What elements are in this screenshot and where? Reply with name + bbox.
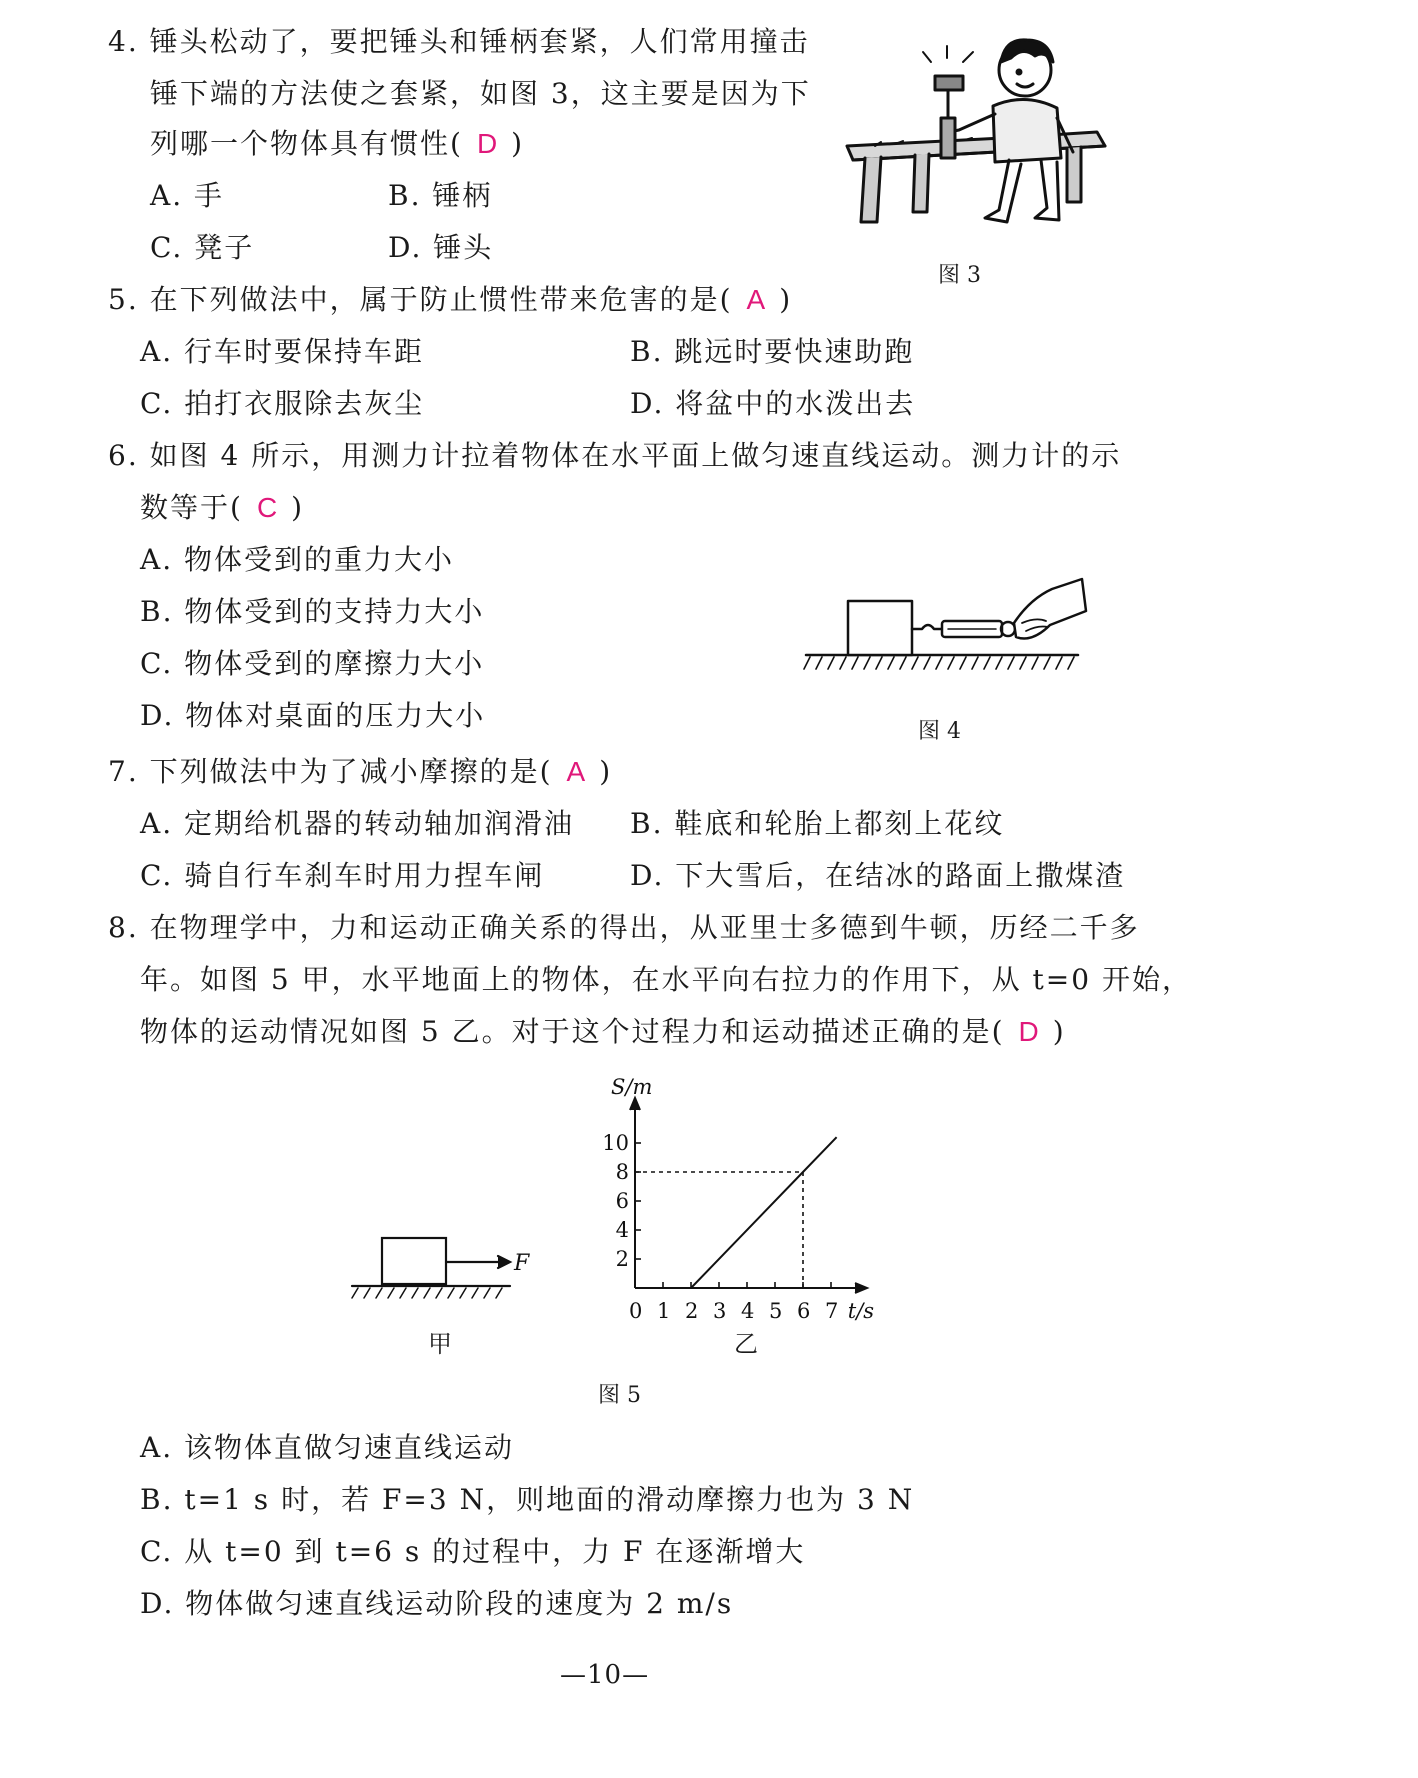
- q8-answer: D: [1018, 1016, 1039, 1047]
- q8-stem-end: 物体的运动情况如图 5 乙。对于这个过程力和运动描述正确的是(: [140, 1015, 1005, 1048]
- q7-option-b: B. 鞋底和轮胎上都刻上花纹: [630, 807, 1005, 840]
- x-tick-label-6: 6: [797, 1299, 811, 1323]
- figure-5-yi-label: 乙: [734, 1330, 758, 1358]
- q7-option-d: D. 下大雪后，在结冰的路面上撒煤渣: [630, 859, 1126, 892]
- figure-3-hammer-illustration: [835, 22, 1120, 252]
- figure-5-jia-block-diagram: [350, 1230, 540, 1300]
- x-tick-label-4: 4: [741, 1299, 755, 1323]
- force-label: F: [514, 1251, 530, 1276]
- q5-option-c: C. 拍打衣服除去灰尘: [140, 387, 425, 420]
- x-axis-arrow: [855, 1283, 867, 1293]
- q4-option-c: C. 凳子: [150, 231, 255, 264]
- figure-4-caption: 图 4: [918, 719, 961, 744]
- q8-option-c: C. 从 t=0 到 t=6 s 的过程中，力 F 在逐渐增大: [140, 1535, 806, 1568]
- q4-stem-end: 列哪一个物体具有惯性(: [150, 127, 463, 160]
- y-tick-label-8: 8: [615, 1160, 629, 1184]
- q7-close: ): [599, 755, 613, 788]
- y-axis-label: S/m: [611, 1075, 653, 1099]
- q6-answer: C: [256, 492, 278, 523]
- figure-5-yi-st-chart: [595, 1070, 895, 1330]
- q4-close: ): [511, 127, 525, 160]
- q8-option-d: D. 物体做匀速直线运动阶段的速度为 2 m/s: [140, 1587, 734, 1620]
- q4-option-a: A. 手: [150, 179, 225, 212]
- q8-stem-line2: 年。如图 5 甲，水平地面上的物体，在水平向右拉力的作用下，从 t=0 开始，: [140, 963, 1192, 996]
- x-tick-label-3: 3: [713, 1299, 727, 1323]
- q8-option-a: A. 该物体直做匀速直线运动: [140, 1431, 515, 1464]
- q7-stem-text: 7. 下列做法中为了减小摩擦的是(: [108, 755, 553, 788]
- q6-close: ): [291, 491, 305, 524]
- q4-stem-line3: [150, 124, 524, 164]
- q6-option-b: B. 物体受到的支持力大小: [140, 595, 485, 628]
- q5-stem-text: 5. 在下列做法中，属于防止惯性带来危害的是(: [108, 283, 733, 316]
- figure-5-caption: 图 5: [598, 1383, 641, 1408]
- q5-answer: A: [746, 284, 766, 315]
- figure-5-jia-label: 甲: [428, 1330, 452, 1358]
- figure-4-spring-scale-illustration: [800, 565, 1110, 675]
- q4-stem-line1: 4. 锤头松动了，要把锤头和锤柄套紧，人们常用撞击: [108, 25, 810, 58]
- q5-option-a: A. 行车时要保持车距: [140, 335, 425, 368]
- q7-stem: [108, 752, 612, 792]
- x-tick-label-7: 7: [825, 1299, 839, 1323]
- q8-close: ): [1052, 1015, 1066, 1048]
- q6-option-c: C. 物体受到的摩擦力大小: [140, 647, 485, 680]
- q7-option-a: A. 定期给机器的转动轴加润滑油: [140, 807, 575, 840]
- q4-option-d: D. 锤头: [388, 231, 494, 264]
- q4-option-b: B. 锤柄: [388, 179, 493, 212]
- q7-answer: A: [566, 756, 586, 787]
- y-axis-arrow: [630, 1098, 640, 1110]
- y-tick-label-2: 2: [615, 1247, 629, 1271]
- page-number: —10—: [560, 1660, 650, 1690]
- q8-stem-line1: 8. 在物理学中，力和运动正确关系的得出，从亚里士多德到牛顿，历经二千多: [108, 911, 1140, 944]
- q6-stem-line2: [140, 488, 304, 528]
- y-tick-label-4: 4: [615, 1218, 629, 1242]
- x-tick-label-1: 1: [657, 1299, 671, 1323]
- q5-close: ): [779, 283, 793, 316]
- q8-stem-line3: [140, 1012, 1066, 1052]
- q7-option-c: C. 骑自行车刹车时用力捏车闸: [140, 859, 545, 892]
- q5-stem: [108, 280, 792, 320]
- q6-option-a: A. 物体受到的重力大小: [140, 543, 455, 576]
- x-axis-label: t/s: [847, 1299, 875, 1323]
- series-line-0: [691, 1137, 837, 1288]
- x-tick-label-0: 0: [629, 1299, 643, 1323]
- q6-option-d: D. 物体对桌面的压力大小: [140, 699, 486, 732]
- x-tick-label-2: 2: [685, 1299, 699, 1323]
- q8-option-b: B. t=1 s 时，若 F=3 N，则地面的滑动摩擦力也为 3 N: [140, 1483, 915, 1516]
- q6-stem-line1: 6. 如图 4 所示，用测力计拉着物体在水平面上做匀速直线运动。测力计的示: [108, 439, 1122, 472]
- q4-stem-line2: 锤下端的方法使之套紧，如图 3，这主要是因为下: [150, 77, 811, 110]
- x-tick-label-5: 5: [769, 1299, 783, 1323]
- q6-stem-end: 数等于(: [140, 491, 243, 524]
- figure-3-caption: 图 3: [938, 263, 981, 288]
- q5-option-d: D. 将盆中的水泼出去: [630, 387, 916, 420]
- q4-answer: D: [476, 128, 498, 159]
- y-tick-label-10: 10: [602, 1131, 629, 1155]
- q5-option-b: B. 跳远时要快速助跑: [630, 335, 915, 368]
- y-tick-label-6: 6: [615, 1189, 629, 1213]
